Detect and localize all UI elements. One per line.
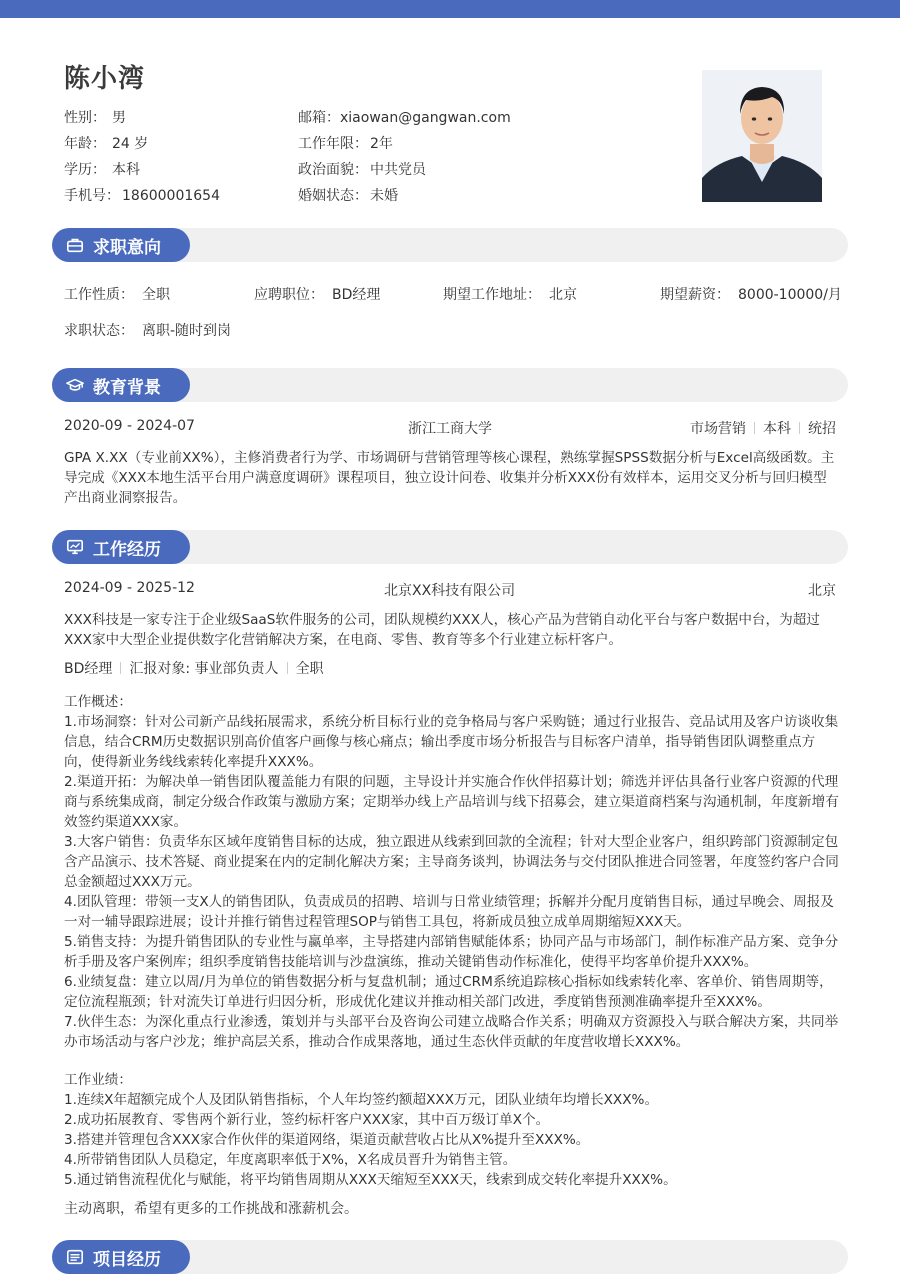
work-result-item: 5.通过销售流程优化与赋能，将平均销售周期从XXX天缩短至XXX天，线索到成交转化率提升XXX%。 bbox=[64, 1172, 677, 1188]
marital-label: 婚姻状态： bbox=[298, 188, 368, 204]
work-overview-title: 工作概述： bbox=[64, 694, 132, 710]
intent-city-value: 北京 bbox=[549, 287, 577, 303]
work-overview-item: 3.大客户销售：负责华东区域年度销售目标的达成，独立跟进从线索到回款的全流程；针对大型企业客户，组织跨部门资源制定包含产品演示、技术答疑、商业提案在内的定制化解决方案；主导商务谈判，协调法务与交付团队推进合同签署，年度签约客户合同总金额超过XXX万元。 bbox=[64, 834, 839, 890]
work-overview-item: 2.渠道开拓：为解决单一销售团队覆盖能力有限的问题，主导设计并实施合作伙伴招募计划；筛选并评估具备行业客户资源的代理商与系统集成商，制定分级合作政策与激励方案；定期举办线上产品培训与线下招募会，建立渠道商档案与沟通机制，年度新增有效签约渠道XXX家。 bbox=[64, 774, 839, 830]
section-title-project: 项目经历 bbox=[93, 1249, 161, 1270]
separator bbox=[287, 662, 288, 674]
education-level-label: 学历： bbox=[64, 162, 106, 178]
intent-status bbox=[64, 320, 231, 340]
intent-position-label: 应聘职位： bbox=[254, 287, 324, 303]
section-header-education bbox=[52, 368, 848, 402]
section-header-work bbox=[52, 530, 848, 564]
work-row bbox=[64, 580, 836, 600]
age-row bbox=[64, 133, 148, 153]
age-value: 24 岁 bbox=[112, 136, 149, 152]
section-title-education: 教育背景 bbox=[93, 377, 161, 398]
work-result-item: 4.所带销售团队人员稳定，年度离职率低于X%，X名成员晋升为销售主管。 bbox=[64, 1152, 517, 1168]
marital-row bbox=[298, 185, 398, 205]
section-header-intent bbox=[52, 228, 848, 262]
political-row bbox=[298, 159, 426, 179]
work-years-value: 2年 bbox=[370, 136, 393, 152]
gender-label: 性别： bbox=[64, 110, 106, 126]
marital-value: 未婚 bbox=[370, 188, 398, 204]
education-period: 2020-09 - 2024-07 bbox=[64, 418, 195, 434]
intent-salary-value: 8000-10000/月 bbox=[738, 287, 842, 303]
gender-value: 男 bbox=[112, 110, 126, 126]
email-label: 邮箱： bbox=[298, 110, 340, 126]
work-overview-item: 7.伙伴生态：为深化重点行业渗透，策划并与头部平台及咨询公司建立战略合作关系；明确双方资源投入与联合解决方案，共同举办市场活动与客户沙龙；维护高层关系，推动合作成果落地，通过生态伙伴贡献的年度营收增长XXX%。 bbox=[64, 1014, 839, 1050]
education-school: 浙江工商大学 bbox=[408, 421, 492, 437]
intent-type-value: 全职 bbox=[142, 287, 170, 303]
age-label: 年龄： bbox=[64, 136, 106, 152]
intent-type-label: 工作性质： bbox=[64, 287, 134, 303]
section-pill-project bbox=[52, 1240, 190, 1274]
section-header-project bbox=[52, 1240, 848, 1274]
email-row bbox=[298, 107, 511, 127]
work-results-title: 工作业绩： bbox=[64, 1072, 132, 1088]
education-description: GPA X.XX（专业前XX%），主修消费者行为学、市场调研与营销管理等核心课程，熟练掌握SPSS数据分析与Excel高级函数。主导完成《XXX本地生活平台用户满意度调研》课程项目，独立设计问卷、收集并分析XXX份有效样本，运用交叉分析与回归模型产出商业洞察报告。 bbox=[64, 450, 835, 506]
intent-status-label: 求职状态： bbox=[64, 323, 134, 339]
top-accent-bar bbox=[0, 0, 900, 18]
work-leave-reason: 主动离职，希望有更多的工作挑战和涨薪机会。 bbox=[64, 1201, 358, 1217]
separator bbox=[120, 662, 121, 674]
work-years-label: 工作年限： bbox=[298, 136, 368, 152]
political-value: 中共党员 bbox=[370, 162, 426, 178]
work-years-row bbox=[298, 133, 393, 153]
education-level-value: 本科 bbox=[112, 162, 140, 178]
work-city: 北京 bbox=[808, 583, 836, 599]
work-company-intro: XXX科技是一家专注于企业级SaaS软件服务的公司，团队规模约XXX人，核心产品为营销自动化平台与客户数据中台，为超过XXX家中大型企业提供数字化营销解决方案，在电商、零售、教育等多个行业建立标杆客户。 bbox=[64, 612, 820, 648]
work-result-item: 2.成功拓展教育、零售两个新行业，签约标杆客户XXX家，其中百万级订单X个。 bbox=[64, 1112, 550, 1128]
intent-position bbox=[254, 284, 380, 304]
education-degree: 本科 bbox=[763, 421, 791, 437]
phone-row bbox=[64, 185, 220, 205]
separator bbox=[799, 422, 800, 434]
email-value: xiaowan@gangwan.com bbox=[340, 110, 511, 126]
work-results bbox=[64, 1070, 840, 1190]
education-meta bbox=[690, 418, 836, 438]
intent-salary bbox=[660, 284, 842, 304]
work-overview-item: 1.市场洞察：针对公司新产品线拓展需求，系统分析目标行业的竞争格局与客户采购链；通过行业报告、竞品试用及客户访谈收集信息，结合CRM历史数据识别高价值客户画像与核心痛点；输出季度市场分析报告与目标客户清单，指导销售团队调整重点方向，使得新业务线线索转化率提升XXX%。 bbox=[64, 714, 839, 770]
work-result-item: 1.连续X年超额完成个人及团队销售指标，个人年均签约额超XXX万元，团队业绩年均增长XXX%。 bbox=[64, 1092, 659, 1108]
separator bbox=[754, 422, 755, 434]
work-job-type: 全职 bbox=[295, 661, 324, 677]
monitor-icon bbox=[66, 538, 84, 556]
intent-type bbox=[64, 284, 170, 304]
education-row bbox=[64, 418, 836, 438]
intent-city-label: 期望工作地址： bbox=[443, 287, 541, 303]
intent-salary-label: 期望薪资： bbox=[660, 287, 730, 303]
work-period: 2024-09 - 2025-12 bbox=[64, 580, 195, 596]
work-company: 北京XX科技有限公司 bbox=[384, 583, 516, 599]
work-overview-item: 6.业绩复盘：建立以周/月为单位的销售数据分析与复盘机制；通过CRM系统追踪核心指标如线索转化率、客单价、销售周期等，定位流程瓶颈；针对流失订单进行归因分析，形成优化建议并推动相关部门改进，季度销售预测准确率提升至XXX%。 bbox=[64, 974, 833, 1010]
intent-city bbox=[443, 284, 577, 304]
section-pill-work bbox=[52, 530, 190, 564]
section-title-work: 工作经历 bbox=[93, 539, 161, 560]
education-major: 市场营销 bbox=[690, 421, 746, 437]
gender-row bbox=[64, 107, 126, 127]
candidate-name: 陈小湾 bbox=[64, 64, 146, 94]
political-label: 政治面貌： bbox=[298, 162, 368, 178]
work-report-to: 汇报对象: 事业部负责人 bbox=[129, 661, 279, 677]
list-icon bbox=[66, 1248, 84, 1266]
graduation-cap-icon bbox=[66, 376, 84, 394]
work-role-row bbox=[64, 658, 324, 678]
work-overview-item: 5.销售支持：为提升销售团队的专业性与赢单率，主导搭建内部销售赋能体系；协同产品与市场部门，制作标准产品方案、竞争分析手册及客户案例库；组织季度销售技能培训与沙盘演练，推动关键销售动作标准化，使得平均客单价提升XXX%。 bbox=[64, 934, 839, 970]
work-result-item: 3.搭建并管理包含XXX家合作伙伴的渠道网络，渠道贡献营收占比从X%提升至XXX%。 bbox=[64, 1132, 590, 1148]
profile-photo bbox=[702, 70, 822, 202]
section-pill-intent bbox=[52, 228, 190, 262]
section-title-intent: 求职意向 bbox=[93, 237, 161, 258]
section-pill-education bbox=[52, 368, 190, 402]
education-level-row bbox=[64, 159, 140, 179]
work-role: BD经理 bbox=[64, 661, 113, 677]
intent-position-value: BD经理 bbox=[332, 287, 381, 303]
intent-status-value: 离职-随时到岗 bbox=[142, 323, 232, 339]
briefcase-icon bbox=[66, 236, 84, 254]
phone-label: 手机号： bbox=[64, 188, 120, 204]
phone-value: 18600001654 bbox=[122, 188, 220, 204]
work-overview bbox=[64, 692, 840, 1052]
education-admission: 统招 bbox=[808, 421, 836, 437]
work-overview-item: 4.团队管理：带领一支X人的销售团队，负责成员的招聘、培训与日常业绩管理；拆解并分配月度销售目标，通过早晚会、周报及一对一辅导跟踪进展；设计并推行销售过程管理SOP与销售工具包，将新成员独立成单周期缩短XXX天。 bbox=[64, 894, 834, 930]
